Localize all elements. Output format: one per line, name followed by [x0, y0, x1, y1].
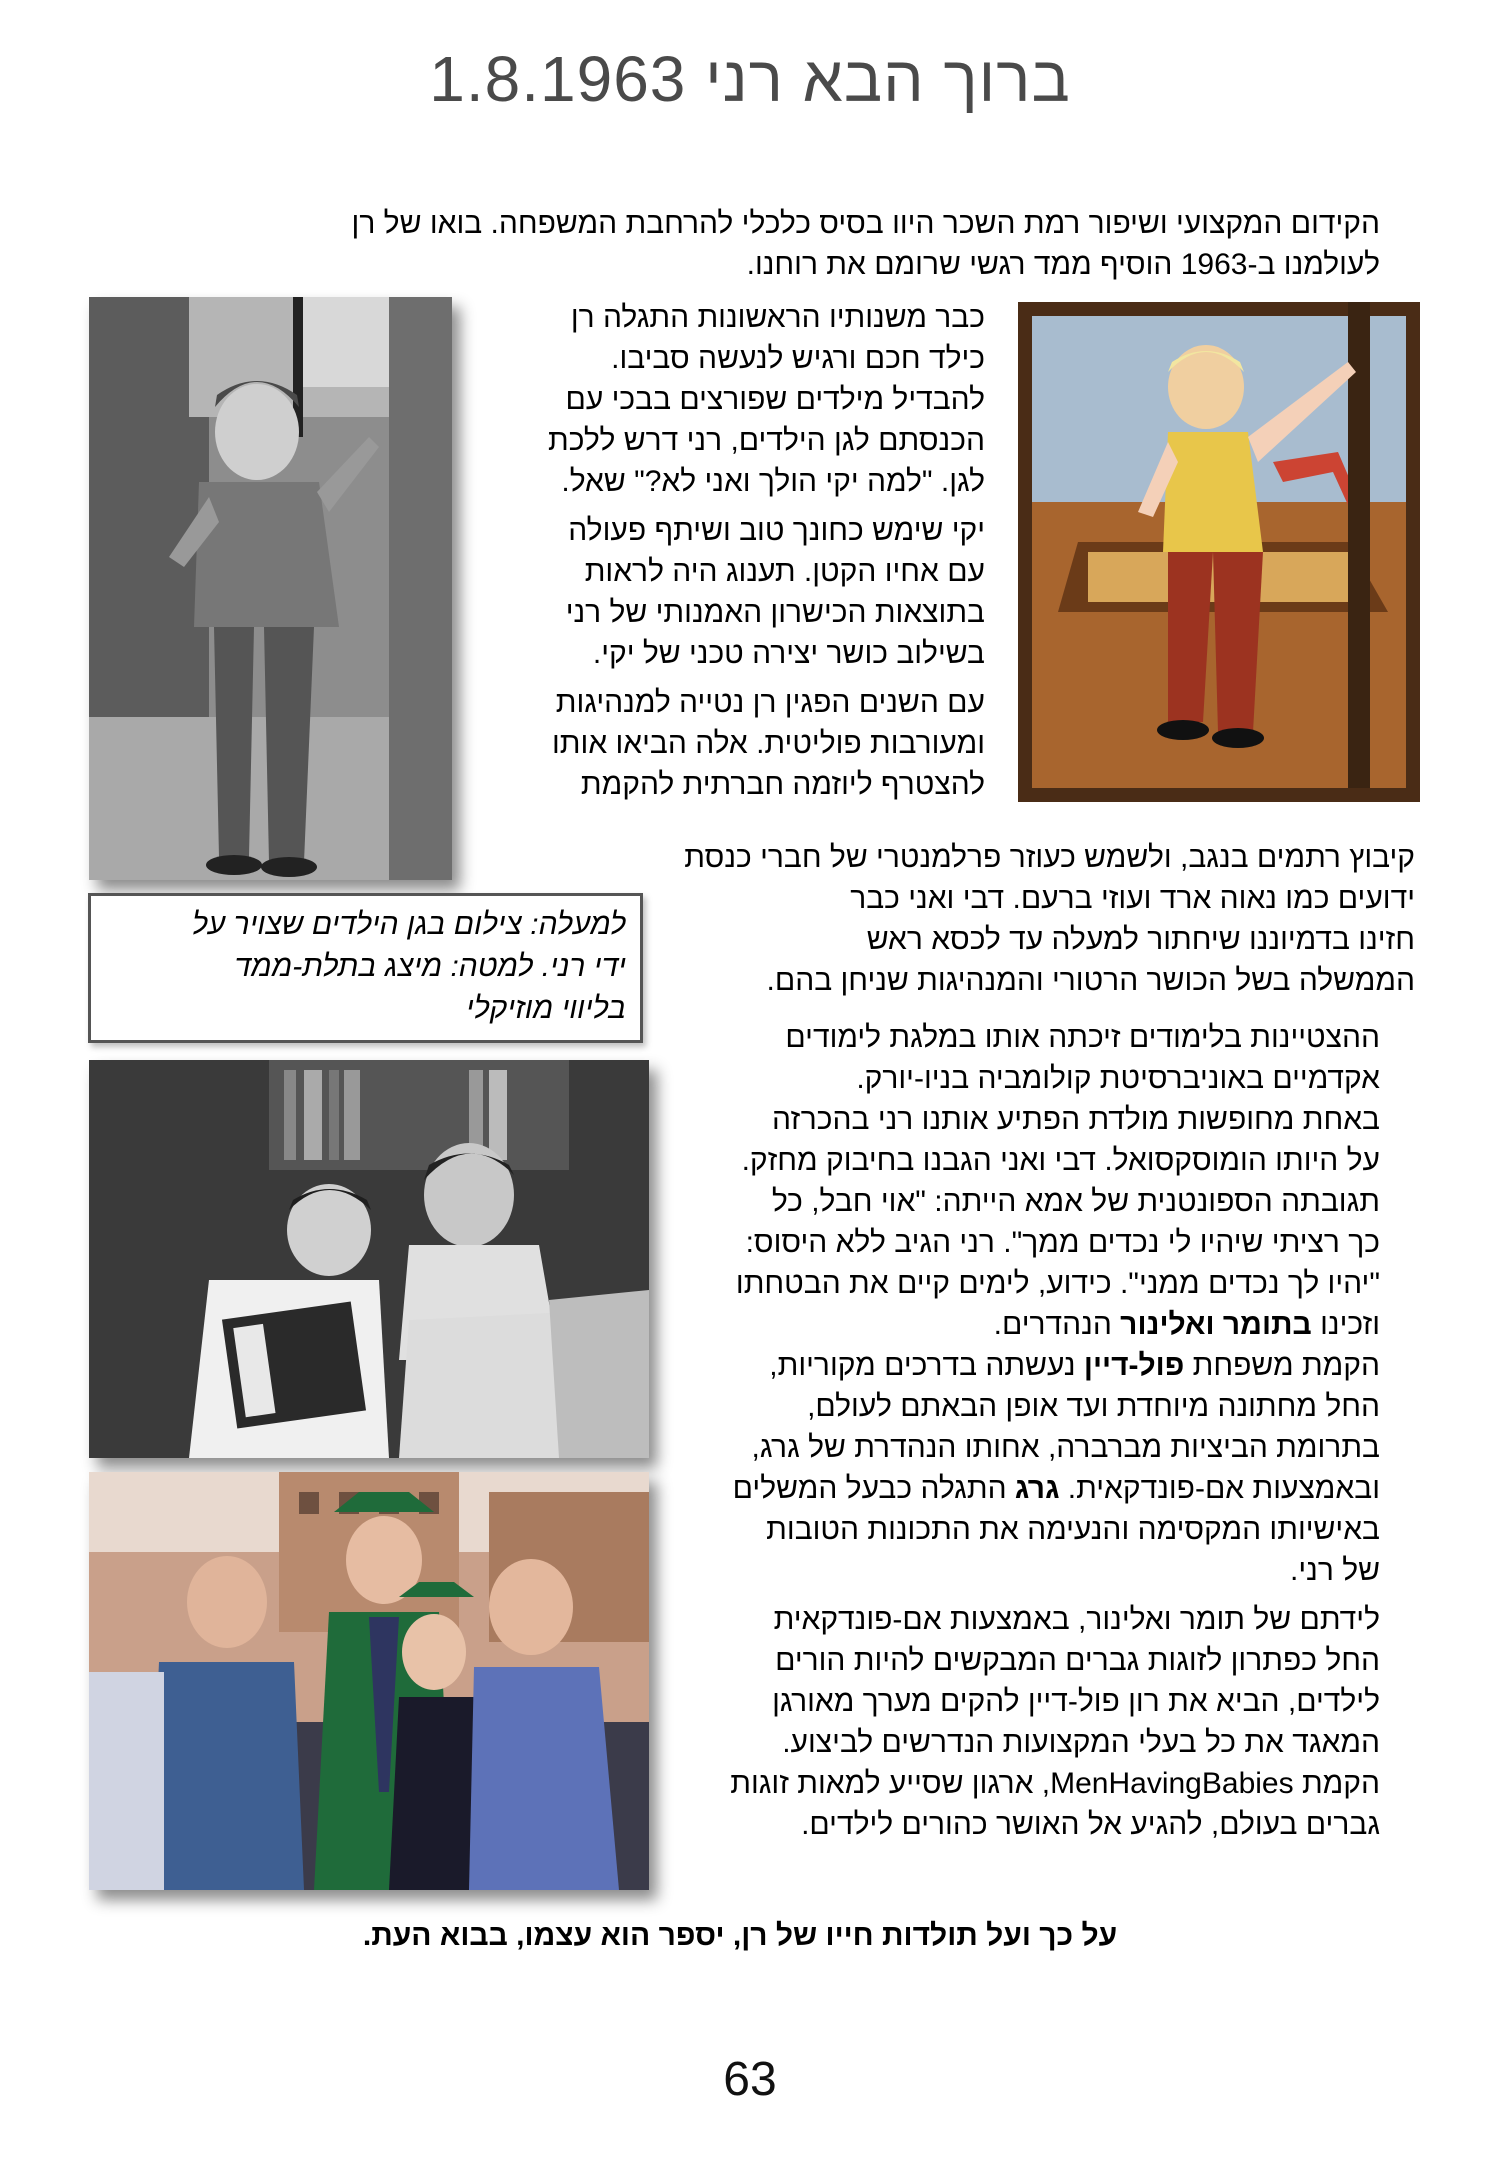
text-line: המאגד את כל בעלי המקצועות הנדרשים לביצוע. — [782, 1726, 1380, 1759]
closing-statement: על כך ועל תולדות חייו של רן, יספר הוא עצמו, בבוא העת. — [362, 1919, 1118, 1952]
text-line: להבדיל מילדים שפורצים בבכי עם — [565, 383, 985, 416]
text-line: לגן. "למה יקי הולך ואני לא?" שאל. — [561, 465, 985, 498]
photo-caption — [88, 893, 643, 1043]
text-fragment: התגלה כבעל המשלים — [732, 1472, 1015, 1505]
text-line: חזינו בדמיוננו שיחתור למעלה עד לכסא ראש — [866, 923, 1415, 956]
text-line — [660, 1304, 1380, 1345]
text-line: כילד חכם ורגיש לנעשה סביבו. — [611, 342, 985, 375]
text-line: באחת מחופשות מולדת הפתיע אותנו רני בהכרזה — [772, 1103, 1380, 1136]
text-line: הממשלה בשל הכושר הרטורי והמנהיגות שניחן בהם. — [766, 964, 1415, 997]
narrow-column-text — [495, 297, 985, 805]
mid-column-text — [655, 837, 1415, 1001]
page-number: 63 — [723, 2053, 777, 2106]
lower-column-text — [660, 1017, 1380, 1845]
text-fragment: ובאמצעות אם-פונדקאית. — [1059, 1472, 1380, 1505]
text-line: החל כפתרון לזוגות גברים המבקשים להיות הורים — [775, 1644, 1380, 1677]
text-line: עם השנים הפגין רן נטייה למנהיגות — [555, 686, 985, 719]
text-fragment: הקמת משפחת — [1184, 1349, 1380, 1382]
family-name: פול-דיין — [1083, 1349, 1185, 1382]
text-line: בשילוב כושר יצירה טכני של יקי. — [592, 637, 985, 670]
text-line: קיבוץ רתמים בנגב, ולשמש כעוזר פרלמנטרי של חברי כנסת — [684, 841, 1415, 874]
caption-line: ידי רני. למטה: מיצג בתלת-ממד — [234, 950, 626, 983]
text-line: כבר משנותיו הראשונות התגלה רן — [570, 301, 985, 334]
text-line: גברים בעולם, להגיע אל האושר כהורים לילדים. — [801, 1808, 1380, 1841]
text-line: בתרומת הביציות מברברה, אחותו הנהדרת של גרג, — [751, 1431, 1380, 1464]
text-line: הקמת MenHavingBabies, ארגון שסייע למאות זוגות — [730, 1767, 1380, 1800]
text-line: יקי שימש כחונך טוב ושיתף פעולה — [568, 514, 985, 547]
text-line: להצטרף ליוזמה חברתית להקמת — [580, 768, 985, 801]
text-line: באישיותו המקסימה והנעימה את התכונות הטובות — [766, 1513, 1380, 1546]
graduation-photo — [89, 1472, 649, 1890]
text-line — [660, 1468, 1380, 1509]
text-line: אקדמיים באוניברסיטת קולומביה בניו-יורק. — [856, 1062, 1380, 1095]
text-line: לילדים, הביא את רון פול-דיין להקים מערך מאורגן — [772, 1685, 1380, 1718]
text-line: כך רציתי שיהיו לי נכדים ממך". רני הגיב ללא היסוס: — [745, 1226, 1380, 1259]
painting-photo — [1018, 302, 1420, 802]
text-line: ההצטיינות בלימודים זיכתה אותו במלגת לימודים — [785, 1021, 1380, 1054]
caption-line: למעלה: צילום בגן הילדים שצויר על — [191, 908, 626, 941]
accordion-photo — [89, 1060, 649, 1458]
text-line: "יהיו לך נכדים ממני". כידוע, לימים קיים את הבטחתו — [735, 1267, 1380, 1300]
text-fragment: נעשתה בדרכים מקוריות, — [769, 1349, 1084, 1382]
caption-line: בליווי מוזיקלי — [465, 992, 626, 1025]
text-fragment: וזכינו — [1311, 1308, 1380, 1341]
text-line: בתוצאות הכישרון האמנותי של רני — [565, 596, 985, 629]
children-names: בתומר ואלינור — [1120, 1308, 1312, 1341]
intro-line: הקידום המקצועי ושיפור רמת השכר היוו בסיס כלכלי להרחבת המשפחה. בואו של רן — [351, 207, 1380, 240]
intro-line: לעולמנו ב-1963 הוסיף ממד רגשי שרומם את רוחנו. — [746, 248, 1380, 281]
text-line: תגובתה הספונטנית של אמא הייתה: "אוי חבל, כל — [771, 1185, 1380, 1218]
child-photo-bw — [89, 297, 452, 880]
text-line: הכנסתם לגן הילדים, רני דרש ללכת — [548, 424, 985, 457]
text-fragment: הנהדרים. — [993, 1308, 1121, 1341]
greg-name: גרג — [1014, 1472, 1060, 1505]
text-line: החל מחתונה מיוחדת ועד אופן הבאתם לעולם, — [807, 1390, 1380, 1423]
text-line: ידועים כמו נאוה ארד ועוזי ברעם. דבי ואני כבר — [850, 882, 1415, 915]
text-line: על היותו הומוסקסואל. דבי ואני הגבנו בחיבוק מחזק. — [741, 1144, 1380, 1177]
text-line: ומעורבות פוליטית. אלה הביאו אותו — [552, 727, 985, 760]
text-line: לידתם של תומר ואלינור, באמצעות אם-פונדקאית — [773, 1603, 1380, 1636]
text-line: של רני. — [1290, 1554, 1380, 1587]
page-title: ברוך הבא רני 1.8.1963 — [429, 43, 1071, 115]
intro-paragraph — [195, 203, 1380, 285]
text-line: עם אחיו הקטן. תענוג היה לראות — [584, 555, 985, 588]
text-line — [660, 1345, 1380, 1386]
